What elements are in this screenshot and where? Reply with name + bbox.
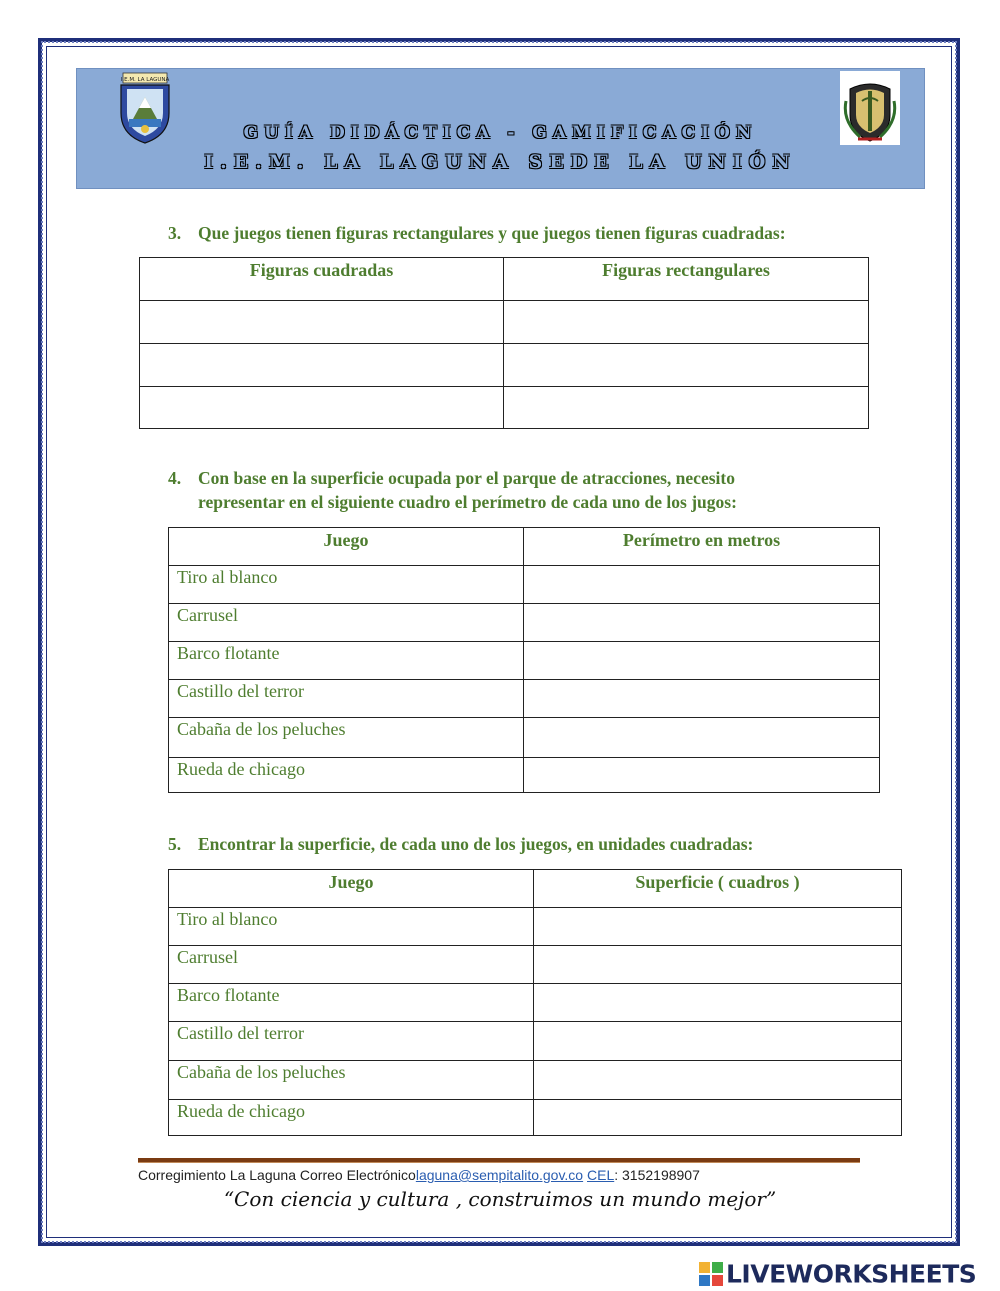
perimeter-answer-cell[interactable] [524, 680, 880, 718]
table-row [169, 604, 880, 642]
cel-label: CEL [587, 1167, 615, 1183]
table-row [140, 301, 869, 344]
liveworksheets-logo [698, 1258, 977, 1289]
liveworksheets-wordmark: LIVEWORKSHEETS [726, 1259, 977, 1289]
crest-label: I.E.M. LA LAGUNA [120, 77, 170, 83]
game-name: Cabaña de los peluches [169, 1061, 534, 1100]
perimeter-table [168, 527, 880, 793]
table-row [169, 908, 902, 946]
header-perimeter: Perímetro en metros [524, 528, 880, 566]
perimeter-answer-cell[interactable] [524, 718, 880, 758]
area-table [168, 869, 902, 1136]
table-row [140, 344, 869, 387]
table-row [169, 758, 880, 793]
header-square-figures: Figuras cuadradas [140, 258, 504, 301]
game-name: Tiro al blanco [169, 908, 534, 946]
perimeter-answer-cell[interactable] [524, 758, 880, 793]
question-4-text-line2: representar en el siguiente cuadro el perímetro de cada uno de los jugos: [198, 492, 737, 512]
table-row [140, 387, 869, 429]
table-row [169, 642, 880, 680]
table-row [169, 946, 902, 984]
coat-of-arms-icon [840, 71, 900, 145]
header-game: Juego [169, 870, 534, 908]
answer-cell[interactable] [504, 387, 869, 429]
answer-cell[interactable] [504, 301, 869, 344]
question-5-text: Encontrar la superficie, de cada uno de los juegos, en unidades cuadradas: [198, 834, 754, 854]
area-answer-cell[interactable] [534, 1100, 902, 1136]
liveworksheets-icon [698, 1261, 724, 1287]
answer-cell[interactable] [504, 344, 869, 387]
school-motto: “Con ciencia y cultura , construimos un mundo mejor” [223, 1187, 777, 1211]
area-answer-cell[interactable] [534, 908, 902, 946]
table-row [169, 566, 880, 604]
perimeter-answer-cell[interactable] [524, 604, 880, 642]
question-4-number: 4. [168, 468, 182, 488]
answer-cell[interactable] [140, 301, 504, 344]
area-answer-cell[interactable] [534, 984, 902, 1022]
footer-contact-prefix: Corregimiento La Laguna Correo Electrónico [138, 1167, 416, 1183]
table-row [169, 1061, 902, 1100]
perimeter-answer-cell[interactable] [524, 566, 880, 604]
game-name: Barco flotante [169, 984, 534, 1022]
area-answer-cell[interactable] [534, 1061, 902, 1100]
table-row [169, 718, 880, 758]
guide-title: GUÍA DIDÁCTICA - GAMIFICACIÓN [243, 123, 758, 143]
area-answer-cell[interactable] [534, 1022, 902, 1061]
table-row [169, 1100, 902, 1136]
game-name: Carrusel [169, 604, 524, 642]
question-4-text-line1: Con base en la superficie ocupada por el parque de atracciones, necesito [198, 468, 735, 488]
table-header-row [140, 258, 869, 301]
question-3-text: Que juegos tienen figuras rectangulares y que juegos tienen figuras cuadradas: [198, 223, 786, 243]
game-name: Tiro al blanco [169, 566, 524, 604]
game-name: Castillo del terror [169, 680, 524, 718]
header-rectangular-figures: Figuras rectangulares [504, 258, 869, 301]
shapes-table [139, 257, 869, 429]
perimeter-answer-cell[interactable] [524, 642, 880, 680]
table-header-row [169, 870, 902, 908]
game-name: Carrusel [169, 946, 534, 984]
table-row [169, 984, 902, 1022]
footer-contact [138, 1167, 700, 1183]
game-name: Rueda de chicago [169, 1100, 534, 1136]
question-3-number: 3. [168, 223, 182, 243]
header-banner [76, 68, 925, 189]
header-area: Superficie ( cuadros ) [534, 870, 902, 908]
game-name: Cabaña de los peluches [169, 718, 524, 758]
game-name: Barco flotante [169, 642, 524, 680]
area-answer-cell[interactable] [534, 946, 902, 984]
school-name: I.E.M. LA LAGUNA SEDE LA UNIÓN [204, 151, 797, 173]
answer-cell[interactable] [140, 387, 504, 429]
game-name: Rueda de chicago [169, 758, 524, 793]
phone-number: : 3152198907 [614, 1167, 700, 1183]
answer-cell[interactable] [140, 344, 504, 387]
footer-divider [138, 1158, 860, 1163]
header-game: Juego [169, 528, 524, 566]
table-header-row [169, 528, 880, 566]
game-name: Castillo del terror [169, 1022, 534, 1061]
table-row [169, 1022, 902, 1061]
question-5-number: 5. [168, 834, 182, 854]
email-link[interactable]: laguna@sempitalito.gov.co [415, 1167, 584, 1183]
table-row [169, 680, 880, 718]
